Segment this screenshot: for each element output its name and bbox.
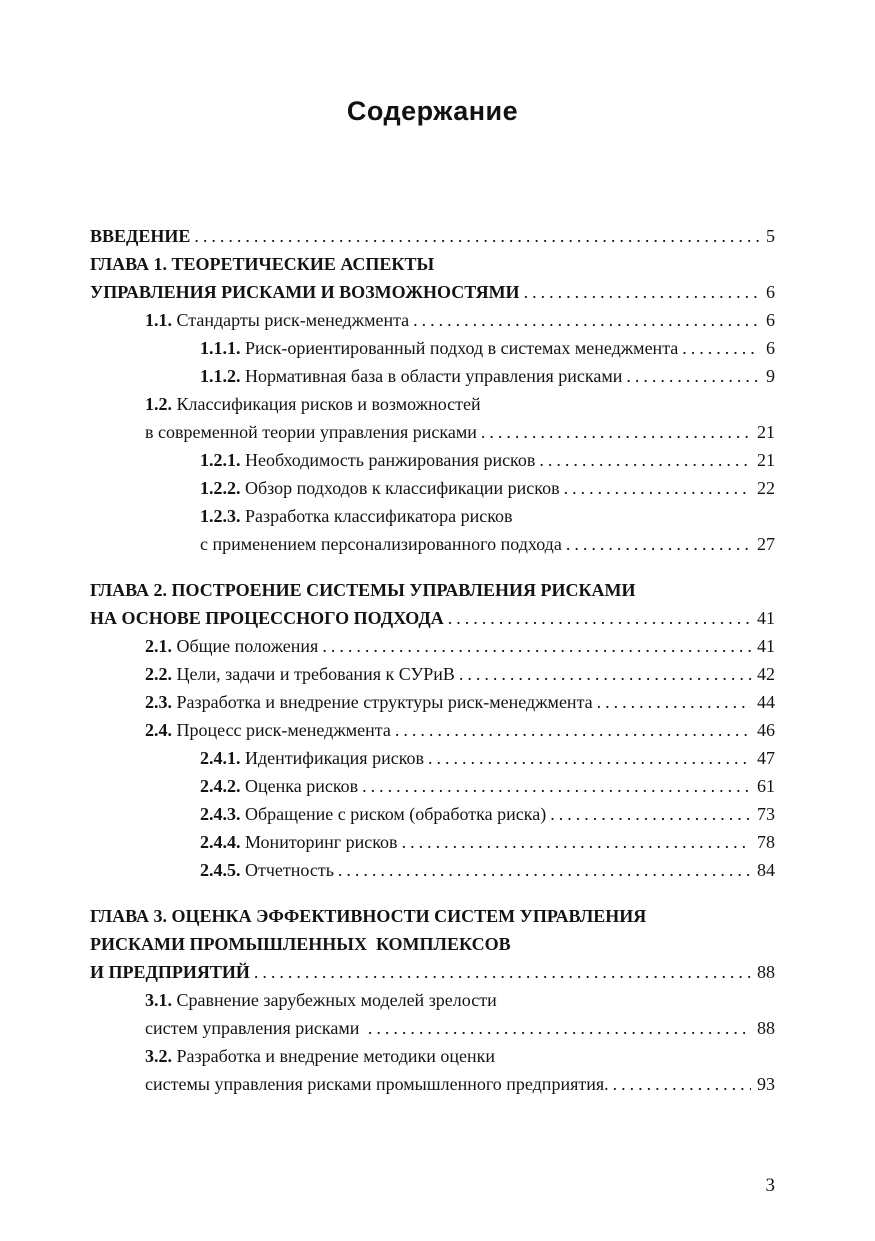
toc-entry-line: [200, 362, 775, 390]
toc-page-number: 6: [766, 282, 775, 302]
toc-entry-line: [200, 502, 775, 530]
toc-entry-label: ГЛАВА 3.: [90, 906, 172, 926]
toc-entry-text: Разработка и внедрение структуры риск-менеджмента: [176, 692, 593, 712]
toc-entry-line: [200, 828, 775, 856]
toc-entry-text: ОЦЕНКА ЭФФЕКТИВНОСТИ СИСТЕМ УПРАВЛЕНИЯ: [171, 906, 647, 926]
dot-leader: [481, 418, 751, 446]
toc-entry-line: [145, 306, 775, 334]
toc-entry-label: 2.2.: [145, 664, 177, 684]
toc-entry: [90, 716, 775, 744]
toc-entry-text: Классификация рисков и возможностей: [176, 394, 481, 414]
dot-leader: [322, 632, 751, 660]
toc-page-number: 78: [757, 832, 775, 852]
toc-entry-text: Сравнение зарубежных моделей зрелости: [176, 990, 497, 1010]
toc-entry: [90, 1042, 775, 1098]
toc-page-number: 27: [757, 534, 775, 554]
toc-page-number: 88: [757, 962, 775, 982]
toc-entry: [90, 856, 775, 884]
toc-entry-line: [200, 744, 775, 772]
toc-entry-label: 1.1.2.: [200, 366, 245, 386]
toc-entry-line: [90, 930, 775, 958]
toc-page-number: 88: [757, 1018, 775, 1038]
toc-entry: [90, 306, 775, 334]
toc-entry-label: 3.1.: [145, 990, 177, 1010]
toc-page-number: 42: [757, 664, 775, 684]
toc-entry-label: 2.4.3.: [200, 804, 245, 824]
toc-entry-line: [200, 334, 775, 362]
toc-entry-line: [145, 660, 775, 688]
toc-page-number: 93: [757, 1074, 775, 1094]
toc-entry-line: [90, 604, 775, 632]
toc-entry-line: [200, 446, 775, 474]
toc-entry: [90, 632, 775, 660]
toc-entry: [90, 902, 775, 986]
toc-entry-label: 2.4.2.: [200, 776, 245, 796]
toc-entry-text: И ПРЕДПРИЯТИЙ: [90, 962, 250, 982]
toc-entry: [90, 744, 775, 772]
toc-entry-line: [200, 772, 775, 800]
toc-entry-line: [145, 716, 775, 744]
toc-entry-line: [90, 958, 775, 986]
toc-entry: [90, 390, 775, 446]
toc-entry-text: Необходимость ранжирования рисков: [245, 450, 536, 470]
dot-leader: [413, 306, 760, 334]
toc-entry-line: [145, 418, 775, 446]
toc-page-number: 84: [757, 860, 775, 880]
toc-entry: [90, 474, 775, 502]
toc-page-number: 44: [757, 692, 775, 712]
toc-entry-line: [145, 632, 775, 660]
table-of-contents: [90, 222, 775, 1098]
dot-leader: [626, 362, 760, 390]
dot-leader: [448, 604, 751, 632]
toc-entry-text: НА ОСНОВЕ ПРОЦЕССНОГО ПОДХОДА: [90, 608, 444, 628]
dot-leader: [524, 278, 760, 306]
dot-leader: [550, 800, 751, 828]
toc-entry-line: [200, 474, 775, 502]
toc-entry-text: системы управления рисками промышленного предприятия.: [145, 1074, 609, 1094]
toc-entry-line: [145, 986, 775, 1014]
toc-entry-text: Риск-ориентированный подход в системах менеджмента: [245, 338, 679, 358]
toc-entry-text: Нормативная база в области управления рисками: [245, 366, 623, 386]
dot-leader: [564, 474, 751, 502]
toc-entry-line: [145, 1042, 775, 1070]
toc-entry-label: 1.2.: [145, 394, 177, 414]
toc-entry: [90, 986, 775, 1042]
dot-leader: [459, 660, 751, 688]
toc-entry: [90, 362, 775, 390]
toc-page-number: 21: [757, 450, 775, 470]
toc-entry-line: [90, 576, 775, 604]
dot-leader: [402, 828, 751, 856]
toc-entry-label: 2.4.5.: [200, 860, 245, 880]
dot-leader: [613, 1070, 751, 1098]
toc-entry: [90, 250, 775, 306]
toc-entry-label: 1.1.: [145, 310, 177, 330]
dot-leader: [597, 688, 751, 716]
toc-entry-line: [200, 800, 775, 828]
toc-entry-text: Мониторинг рисков: [245, 832, 398, 852]
toc-entry-label: 1.2.2.: [200, 478, 245, 498]
toc-entry: [90, 660, 775, 688]
dot-leader: [682, 334, 760, 362]
toc-page-number: 5: [766, 226, 775, 246]
toc-entry: [90, 222, 775, 250]
dot-leader: [368, 1014, 751, 1042]
toc-page-number: 6: [766, 338, 775, 358]
dot-leader: [338, 856, 751, 884]
dot-leader: [194, 222, 760, 250]
toc-entry-text: УПРАВЛЕНИЯ РИСКАМИ И ВОЗМОЖНОСТЯМИ: [90, 282, 520, 302]
toc-entry-label: 2.1.: [145, 636, 177, 656]
toc-entry: [90, 334, 775, 362]
toc-entry-label: 1.2.3.: [200, 506, 245, 526]
dot-leader: [428, 744, 751, 772]
toc-entry: [90, 828, 775, 856]
toc-entry-text: Цели, задачи и требования к СУРиВ: [176, 664, 455, 684]
toc-entry-text: Обзор подходов к классификации рисков: [245, 478, 560, 498]
toc-entry: [90, 688, 775, 716]
toc-entry-text: Разработка классификатора рисков: [245, 506, 513, 526]
toc-entry-label: 2.4.1.: [200, 748, 245, 768]
toc-entry-line: [145, 390, 775, 418]
toc-entry-line: [145, 1014, 775, 1042]
toc-entry-label: ВВЕДЕНИЕ: [90, 226, 191, 246]
toc-entry: [90, 800, 775, 828]
toc-entry-line: [90, 222, 775, 250]
toc-page-number: 61: [757, 776, 775, 796]
toc-entry-label: 2.4.: [145, 720, 177, 740]
toc-entry-text: систем управления рисками: [145, 1018, 364, 1038]
toc-page-number: 41: [757, 636, 775, 656]
toc-page-number: 21: [757, 422, 775, 442]
toc-page-number: 47: [757, 748, 775, 768]
toc-entry-text: Общие положения: [176, 636, 319, 656]
toc-entry-text: ТЕОРЕТИЧЕСКИЕ АСПЕКТЫ: [171, 254, 435, 274]
toc-entry-label: 3.2.: [145, 1046, 177, 1066]
toc-entry-text: Идентификация рисков: [245, 748, 425, 768]
toc-page-number: 6: [766, 310, 775, 330]
toc-entry: [90, 772, 775, 800]
toc-page-number: 41: [757, 608, 775, 628]
toc-page-number: 46: [757, 720, 775, 740]
toc-page-number: 22: [757, 478, 775, 498]
folio-page-number: 3: [765, 1175, 775, 1196]
toc-entry-line: [200, 856, 775, 884]
dot-leader: [254, 958, 751, 986]
dot-leader: [566, 530, 751, 558]
toc-entry-text: в современной теории управления рисками: [145, 422, 477, 442]
toc-entry-text: Стандарты риск-менеджмента: [176, 310, 410, 330]
toc-entry-line: [145, 688, 775, 716]
toc-entry-label: 1.2.1.: [200, 450, 245, 470]
toc-entry-label: 1.1.1.: [200, 338, 245, 358]
dot-leader: [539, 446, 751, 474]
toc-entry-label: ГЛАВА 2.: [90, 580, 172, 600]
toc-entry-text: Отчетность: [245, 860, 334, 880]
toc-page-number: 9: [766, 366, 775, 386]
toc-entry-text: Разработка и внедрение методики оценки: [176, 1046, 496, 1066]
toc-entry-text: ПОСТРОЕНИЕ СИСТЕМЫ УПРАВЛЕНИЯ РИСКАМИ: [171, 580, 636, 600]
dot-leader: [395, 716, 751, 744]
toc-entry-line: [145, 1070, 775, 1098]
toc-entry-line: [90, 250, 775, 278]
dot-leader: [362, 772, 751, 800]
toc-entry-label: 2.3.: [145, 692, 177, 712]
page-title: Содержание: [346, 96, 519, 126]
toc-entry-text: Обращение с риском (обработка риска): [245, 804, 547, 824]
toc-entry: [90, 576, 775, 632]
toc-entry-text: РИСКАМИ ПРОМЫШЛЕННЫХ КОМПЛЕКСОВ: [90, 934, 511, 954]
toc-page-number: 73: [757, 804, 775, 824]
toc-entry-label: 2.4.4.: [200, 832, 245, 852]
toc-entry: [90, 502, 775, 558]
toc-entry-line: [90, 278, 775, 306]
toc-entry-label: ГЛАВА 1.: [90, 254, 172, 274]
toc-entry-text: с применением персонализированного подхода: [200, 534, 562, 554]
toc-entry-line: [90, 902, 775, 930]
toc-entry-text: Оценка рисков: [245, 776, 359, 796]
toc-entry: [90, 446, 775, 474]
toc-entry-text: Процесс риск-менеджмента: [176, 720, 391, 740]
toc-entry-line: [200, 530, 775, 558]
